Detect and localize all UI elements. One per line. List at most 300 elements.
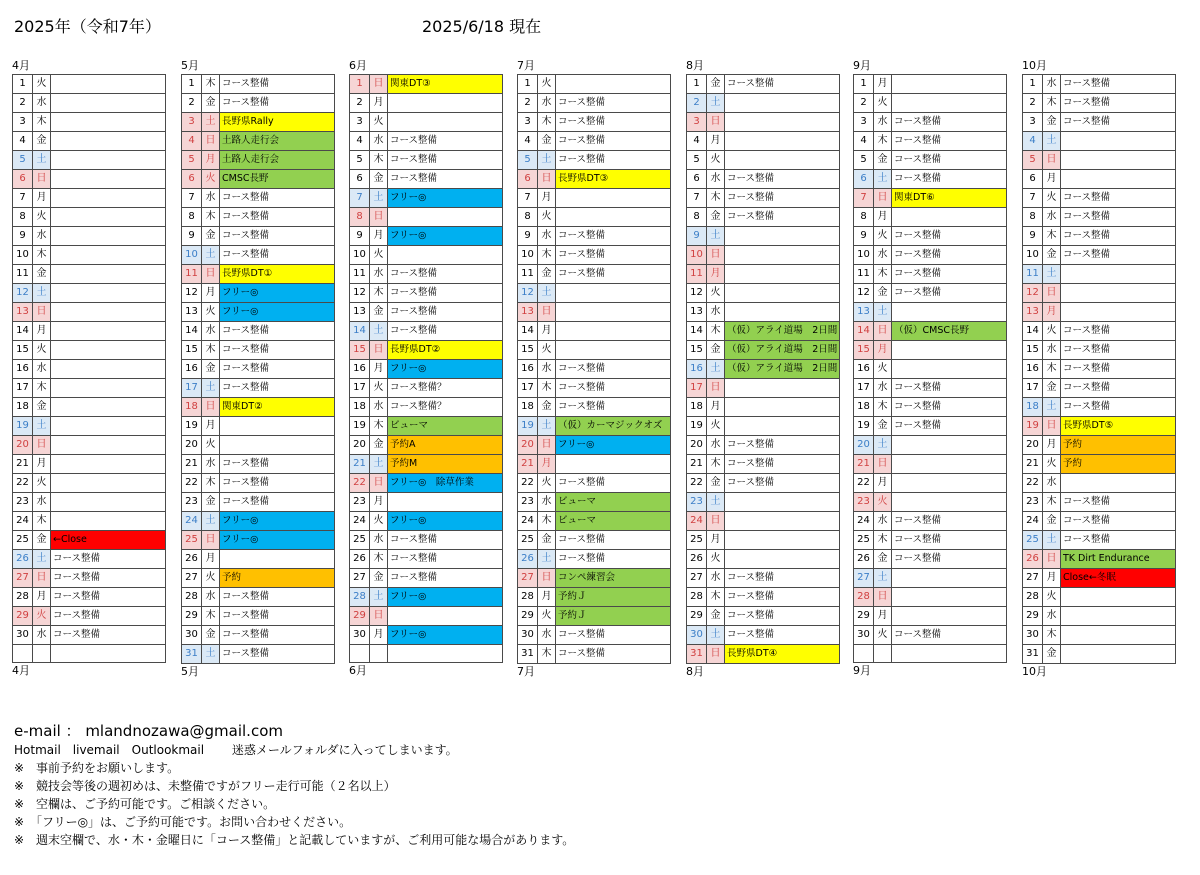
event-cell[interactable] (51, 132, 166, 151)
day-row (182, 132, 335, 151)
event-cell[interactable] (51, 474, 166, 493)
event-cell[interactable] (1061, 379, 1176, 398)
weekday: 月 (707, 531, 725, 550)
weekday: 金 (202, 94, 220, 113)
month-column (1022, 57, 1176, 678)
event-cell[interactable] (1061, 94, 1176, 113)
event-cell[interactable] (725, 588, 840, 607)
event-cell[interactable] (556, 493, 671, 512)
event-cell[interactable] (220, 208, 335, 227)
event-cell[interactable] (388, 512, 503, 531)
day-number: 27 (687, 569, 707, 588)
event-cell[interactable] (51, 303, 166, 322)
day-number: 25 (350, 531, 370, 550)
event-cell[interactable] (220, 550, 335, 569)
event-cell[interactable] (892, 208, 1007, 227)
event-cell[interactable] (1061, 569, 1176, 588)
event-label: コース整備 (558, 249, 606, 260)
weekday: 土 (202, 246, 220, 265)
event-cell[interactable] (220, 588, 335, 607)
event-cell[interactable] (556, 189, 671, 208)
event-cell[interactable] (725, 170, 840, 189)
day-row (854, 417, 1007, 436)
event-cell[interactable] (892, 265, 1007, 284)
event-cell[interactable] (556, 303, 671, 322)
month-table (686, 74, 840, 664)
event-cell[interactable] (220, 246, 335, 265)
day-number: 21 (854, 455, 874, 474)
event-cell[interactable] (1061, 284, 1176, 303)
weekday: 水 (538, 360, 556, 379)
event-cell[interactable] (388, 341, 503, 360)
event-cell[interactable] (556, 227, 671, 246)
event-cell[interactable] (1061, 645, 1176, 664)
event-cell[interactable] (220, 170, 335, 189)
event-cell[interactable] (388, 379, 503, 398)
event-cell[interactable] (725, 607, 840, 626)
event-cell[interactable] (725, 341, 840, 360)
event-cell[interactable] (1061, 360, 1176, 379)
weekday: 火 (33, 75, 51, 94)
event-cell[interactable] (1061, 265, 1176, 284)
day-row (13, 645, 166, 663)
day-row (518, 208, 671, 227)
event-label: Close (60, 534, 87, 545)
weekday: 金 (874, 151, 892, 170)
event-cell[interactable] (892, 417, 1007, 436)
event-cell[interactable] (892, 474, 1007, 493)
event-cell[interactable] (220, 417, 335, 436)
event-cell[interactable] (220, 531, 335, 550)
event-cell[interactable] (388, 493, 503, 512)
day-number: 13 (13, 303, 33, 322)
event-cell[interactable] (556, 170, 671, 189)
event-cell[interactable] (51, 360, 166, 379)
event-cell[interactable] (1061, 246, 1176, 265)
event-cell[interactable] (51, 284, 166, 303)
event-cell[interactable] (51, 170, 166, 189)
event-cell[interactable] (51, 94, 166, 113)
event-cell[interactable] (556, 322, 671, 341)
event-cell[interactable] (725, 569, 840, 588)
event-cell[interactable] (51, 189, 166, 208)
event-cell[interactable] (725, 284, 840, 303)
event-cell[interactable] (51, 607, 166, 626)
day-row (687, 531, 840, 550)
day-row (1023, 227, 1176, 246)
event-cell[interactable] (388, 455, 503, 474)
event-cell[interactable] (892, 113, 1007, 132)
event-cell[interactable] (556, 531, 671, 550)
event-cell[interactable] (725, 398, 840, 417)
event-cell[interactable] (556, 607, 671, 626)
event-cell[interactable] (556, 284, 671, 303)
event-cell[interactable] (556, 132, 671, 151)
event-cell[interactable] (220, 626, 335, 645)
event-cell[interactable] (51, 322, 166, 341)
event-cell[interactable] (725, 379, 840, 398)
event-cell[interactable] (220, 474, 335, 493)
event-cell[interactable] (51, 246, 166, 265)
event-cell[interactable] (892, 246, 1007, 265)
day-row (182, 626, 335, 645)
event-cell[interactable] (1061, 227, 1176, 246)
event-cell[interactable] (220, 75, 335, 94)
event-cell[interactable] (220, 303, 335, 322)
event-cell[interactable] (220, 493, 335, 512)
day-number: 15 (1023, 341, 1043, 360)
day-number: 15 (350, 341, 370, 360)
event-cell[interactable] (220, 360, 335, 379)
weekday: 土 (1043, 398, 1061, 417)
event-cell[interactable] (388, 208, 503, 227)
event-label: コース整備 (222, 249, 270, 260)
event-cell[interactable] (725, 132, 840, 151)
event-cell[interactable] (1061, 398, 1176, 417)
event-cell[interactable] (892, 284, 1007, 303)
event-cell[interactable] (51, 569, 166, 588)
event-cell[interactable] (725, 436, 840, 455)
day-row (518, 455, 671, 474)
event-cell[interactable] (556, 94, 671, 113)
weekday: 水 (707, 569, 725, 588)
year-title: 2025年（令和7年） (14, 17, 161, 36)
event-cell[interactable] (388, 569, 503, 588)
event-cell[interactable] (892, 227, 1007, 246)
event-cell[interactable] (556, 626, 671, 645)
event-cell[interactable] (725, 417, 840, 436)
event-cell[interactable] (1061, 170, 1176, 189)
event-cell[interactable] (1061, 455, 1176, 474)
event-cell[interactable] (556, 360, 671, 379)
weekday: 金 (707, 208, 725, 227)
event-cell[interactable] (51, 227, 166, 246)
day-number: 8 (350, 208, 370, 227)
event-cell[interactable] (725, 531, 840, 550)
event-cell[interactable] (51, 626, 166, 645)
event-cell[interactable] (556, 474, 671, 493)
event-cell[interactable] (725, 75, 840, 94)
event-cell[interactable] (556, 75, 671, 94)
day-number: 12 (687, 284, 707, 303)
event-cell[interactable] (220, 569, 335, 588)
event-label: 予約 (222, 572, 242, 583)
event-cell[interactable] (892, 75, 1007, 94)
day-number: 20 (350, 436, 370, 455)
event-cell[interactable] (892, 151, 1007, 170)
empty-cell (33, 645, 51, 663)
event-cell[interactable] (725, 512, 840, 531)
weekday: 日 (707, 113, 725, 132)
event-cell[interactable] (1061, 588, 1176, 607)
weekday: 木 (370, 284, 388, 303)
event-cell[interactable] (1061, 417, 1176, 436)
event-cell[interactable] (725, 360, 840, 379)
event-cell[interactable] (51, 208, 166, 227)
event-cell[interactable] (1061, 189, 1176, 208)
event-cell[interactable] (892, 607, 1007, 626)
event-cell[interactable] (388, 550, 503, 569)
event-cell[interactable] (388, 75, 503, 94)
day-row (182, 569, 335, 588)
event-cell[interactable] (220, 151, 335, 170)
event-cell[interactable] (725, 322, 840, 341)
event-cell[interactable] (388, 189, 503, 208)
event-cell[interactable] (1061, 75, 1176, 94)
event-cell[interactable] (220, 189, 335, 208)
event-cell[interactable] (388, 170, 503, 189)
event-cell[interactable] (51, 531, 166, 550)
event-cell[interactable] (556, 246, 671, 265)
event-cell[interactable] (725, 645, 840, 664)
event-cell[interactable] (725, 493, 840, 512)
weekday: 金 (874, 550, 892, 569)
event-cell[interactable] (892, 132, 1007, 151)
event-label: コース整備 (894, 249, 942, 260)
event-cell[interactable] (220, 341, 335, 360)
event-cell[interactable] (892, 94, 1007, 113)
event-cell[interactable] (725, 113, 840, 132)
weekday: 木 (202, 474, 220, 493)
event-label: フリー◎ (390, 515, 427, 526)
event-cell[interactable] (1061, 113, 1176, 132)
event-cell[interactable] (220, 379, 335, 398)
event-cell[interactable] (725, 455, 840, 474)
event-label: コース整備 (390, 173, 438, 184)
event-cell[interactable] (725, 151, 840, 170)
event-cell[interactable] (51, 455, 166, 474)
event-label: コース整備 (1063, 325, 1111, 336)
day-row (518, 417, 671, 436)
event-cell[interactable] (1061, 322, 1176, 341)
day-number: 10 (687, 246, 707, 265)
event-cell[interactable] (725, 550, 840, 569)
day-row (13, 360, 166, 379)
event-cell[interactable] (892, 322, 1007, 341)
event-cell[interactable] (725, 94, 840, 113)
day-number: 5 (182, 151, 202, 170)
weekday: 木 (33, 512, 51, 531)
day-number: 23 (518, 493, 538, 512)
event-cell[interactable] (388, 246, 503, 265)
weekday: 金 (33, 132, 51, 151)
event-cell[interactable] (725, 303, 840, 322)
event-label: コース整備 (390, 325, 438, 336)
event-cell[interactable] (556, 417, 671, 436)
event-cell[interactable] (892, 360, 1007, 379)
event-cell[interactable] (892, 550, 1007, 569)
event-cell[interactable] (220, 436, 335, 455)
event-cell[interactable] (725, 189, 840, 208)
empty-cell (13, 645, 33, 663)
day-number: 16 (350, 360, 370, 379)
event-cell[interactable] (388, 265, 503, 284)
event-cell[interactable] (220, 607, 335, 626)
day-row (350, 417, 503, 436)
event-cell[interactable] (1061, 436, 1176, 455)
event-cell[interactable] (892, 626, 1007, 645)
event-cell[interactable] (556, 588, 671, 607)
event-cell[interactable] (220, 113, 335, 132)
event-label: Close←冬眠 (1063, 572, 1116, 583)
event-cell[interactable] (892, 455, 1007, 474)
day-row (350, 246, 503, 265)
weekday: 土 (874, 569, 892, 588)
event-cell[interactable] (388, 227, 503, 246)
event-cell[interactable] (388, 132, 503, 151)
event-cell[interactable] (1061, 493, 1176, 512)
event-cell[interactable] (388, 588, 503, 607)
day-number: 23 (13, 493, 33, 512)
weekday: 水 (538, 94, 556, 113)
event-cell[interactable] (556, 113, 671, 132)
event-cell[interactable] (556, 436, 671, 455)
event-cell[interactable] (51, 113, 166, 132)
event-cell[interactable] (51, 265, 166, 284)
weekday: 土 (33, 284, 51, 303)
event-cell[interactable] (220, 132, 335, 151)
event-cell[interactable] (892, 189, 1007, 208)
event-cell[interactable] (725, 208, 840, 227)
event-cell[interactable] (1061, 132, 1176, 151)
event-cell[interactable] (556, 208, 671, 227)
event-cell[interactable] (1061, 626, 1176, 645)
day-number: 27 (1023, 569, 1043, 588)
event-cell[interactable] (388, 626, 503, 645)
event-cell[interactable] (556, 265, 671, 284)
month-label-bottom: 6月 (349, 664, 367, 677)
weekday: 木 (33, 379, 51, 398)
event-label: （仮）カーマジックオズ (558, 420, 663, 431)
event-cell[interactable] (892, 588, 1007, 607)
event-cell[interactable] (1061, 341, 1176, 360)
event-cell[interactable] (892, 436, 1007, 455)
event-cell[interactable] (725, 474, 840, 493)
event-cell[interactable] (51, 493, 166, 512)
event-cell[interactable] (1061, 474, 1176, 493)
event-cell[interactable] (556, 550, 671, 569)
day-row (1023, 436, 1176, 455)
event-cell[interactable] (51, 398, 166, 417)
event-cell[interactable] (51, 550, 166, 569)
event-cell[interactable] (388, 284, 503, 303)
event-cell[interactable] (556, 398, 671, 417)
event-cell[interactable] (220, 94, 335, 113)
event-cell[interactable] (892, 170, 1007, 189)
day-number: 8 (518, 208, 538, 227)
event-cell[interactable] (1061, 303, 1176, 322)
weekday: 水 (202, 455, 220, 474)
event-cell[interactable] (388, 303, 503, 322)
event-cell[interactable] (556, 512, 671, 531)
event-cell[interactable] (892, 341, 1007, 360)
event-cell[interactable] (51, 417, 166, 436)
event-cell[interactable] (388, 113, 503, 132)
event-cell[interactable] (892, 303, 1007, 322)
day-row (350, 569, 503, 588)
event-cell[interactable] (51, 436, 166, 455)
event-cell[interactable] (51, 512, 166, 531)
weekday: 水 (874, 246, 892, 265)
event-cell[interactable] (892, 493, 1007, 512)
event-cell[interactable] (1061, 151, 1176, 170)
event-cell[interactable] (388, 151, 503, 170)
weekday: 金 (370, 436, 388, 455)
day-number: 5 (13, 151, 33, 170)
event-cell[interactable] (1061, 512, 1176, 531)
event-cell[interactable] (556, 341, 671, 360)
event-cell[interactable] (1061, 607, 1176, 626)
event-cell[interactable] (1061, 208, 1176, 227)
event-cell[interactable] (892, 379, 1007, 398)
month-column (853, 57, 1007, 677)
event-cell[interactable] (220, 512, 335, 531)
event-cell[interactable] (725, 246, 840, 265)
event-cell[interactable] (388, 607, 503, 626)
event-cell[interactable] (220, 284, 335, 303)
event-cell[interactable] (51, 151, 166, 170)
event-cell[interactable] (556, 455, 671, 474)
event-cell[interactable] (388, 436, 503, 455)
event-cell[interactable] (1061, 550, 1176, 569)
event-cell[interactable] (1061, 531, 1176, 550)
email-address[interactable]: e-mail ： mlandnozawa@gmail.com (14, 722, 283, 740)
event-cell[interactable] (220, 322, 335, 341)
event-cell[interactable] (892, 531, 1007, 550)
event-cell[interactable] (556, 645, 671, 664)
day-number: 6 (518, 170, 538, 189)
event-cell[interactable] (388, 531, 503, 550)
weekday: 金 (874, 284, 892, 303)
event-cell[interactable] (388, 322, 503, 341)
day-number: 24 (350, 512, 370, 531)
event-cell[interactable] (51, 75, 166, 94)
event-cell[interactable] (556, 379, 671, 398)
event-cell[interactable] (51, 379, 166, 398)
day-number: 9 (13, 227, 33, 246)
event-cell[interactable] (892, 398, 1007, 417)
event-cell[interactable] (220, 645, 335, 664)
weekday: 金 (1043, 645, 1061, 664)
event-cell[interactable] (220, 227, 335, 246)
event-cell[interactable] (388, 398, 503, 417)
event-cell[interactable] (220, 455, 335, 474)
day-row (350, 303, 503, 322)
event-cell[interactable] (725, 626, 840, 645)
event-cell[interactable] (892, 512, 1007, 531)
event-label: 土路人走行会 (222, 154, 280, 165)
event-cell[interactable] (388, 360, 503, 379)
weekday: 火 (1043, 322, 1061, 341)
event-cell[interactable] (725, 227, 840, 246)
event-cell[interactable] (388, 474, 503, 493)
event-cell[interactable] (220, 265, 335, 284)
event-cell[interactable] (220, 398, 335, 417)
event-cell[interactable] (388, 94, 503, 113)
weekday: 日 (33, 170, 51, 189)
day-number: 22 (350, 474, 370, 493)
event-cell[interactable] (892, 569, 1007, 588)
event-cell[interactable] (725, 265, 840, 284)
day-number: 16 (1023, 360, 1043, 379)
day-row (350, 265, 503, 284)
event-cell[interactable] (51, 588, 166, 607)
weekday: 日 (370, 208, 388, 227)
event-cell[interactable] (556, 569, 671, 588)
event-cell[interactable] (51, 341, 166, 360)
event-cell[interactable] (388, 417, 503, 436)
event-cell[interactable] (556, 151, 671, 170)
